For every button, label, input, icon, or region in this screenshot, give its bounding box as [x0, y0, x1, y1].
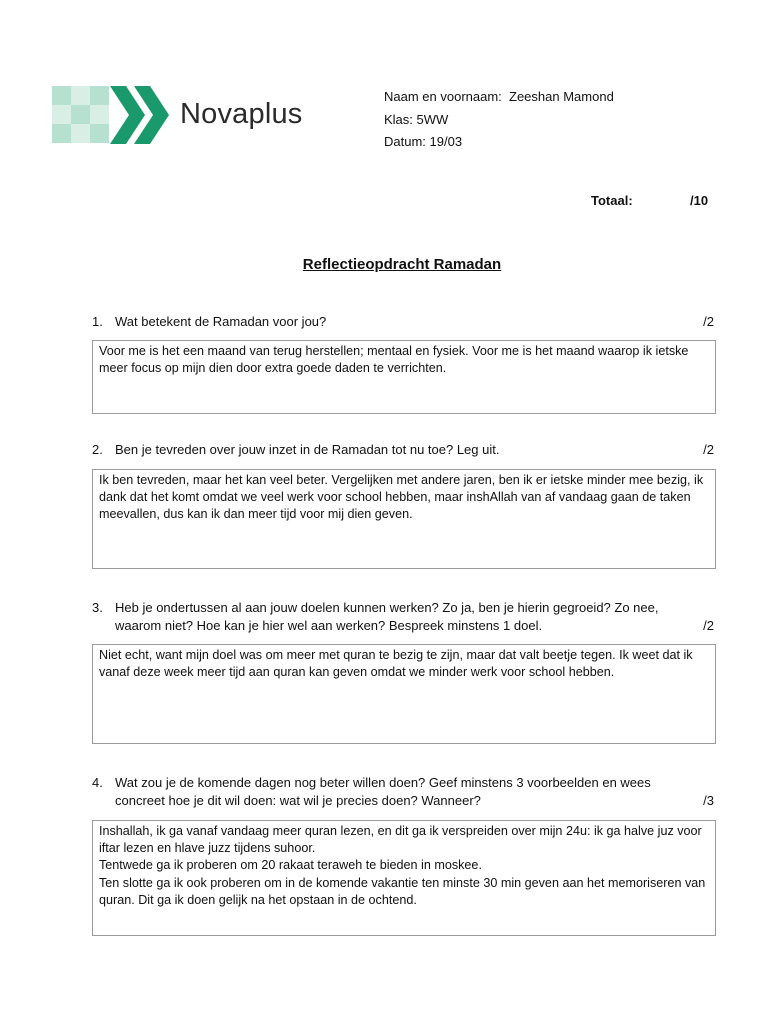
question-points: /2	[703, 314, 714, 329]
name-row	[384, 86, 614, 109]
class-row	[384, 109, 614, 132]
logo-wordmark: Novaplus	[180, 98, 303, 130]
answer-box-1[interactable]	[92, 340, 716, 414]
question-points: /2	[703, 442, 714, 457]
total-score: /10	[690, 193, 709, 208]
logo-mark-icon	[52, 86, 172, 144]
question-number: 1.	[92, 314, 103, 329]
question-text: Wat zou je de komende dagen nog beter willen doen? Geef minstens 3 voorbeelden en wees concreet hoe je dit wil doen: wat wil je precies doen? Wanneer?	[115, 775, 651, 808]
question-number: 4.	[92, 775, 103, 790]
class-label: Klas:	[384, 111, 413, 127]
question-1	[92, 313, 714, 331]
question-text: Ben je tevreden over jouw inzet in de Ramadan tot nu toe? Leg uit.	[115, 442, 500, 457]
question-points: /3	[703, 793, 714, 808]
question-text: Wat betekent de Ramadan voor jou?	[115, 314, 327, 329]
answer-line: Niet echt, want mijn doel was om meer met quran te bezig te zijn, maar dat valt beetje tegen. Ik weet dat ik vanaf deze week meer tijd aan quran kan geven omdat we minder werk voor school hebben.	[99, 648, 693, 680]
date-row	[384, 131, 614, 154]
answer-line: Inshallah, ik ga vanaf vandaag meer quran lezen, en dit ga ik verspreiden over mijn 24u: ik ga halve juz voor iftar lezen en hlave juzz tijdens suhoor.	[99, 824, 702, 856]
answer-line: Voor me is het een maand van terug herstellen; mentaal en fysiek. Voor me is het maand waarop ik ietske meer focus op mijn dien door extra goede daden te verrichten.	[99, 344, 689, 376]
question-3	[92, 599, 714, 635]
class-value: 5WW	[416, 111, 449, 127]
student-info	[384, 86, 614, 154]
answer-line: Ik ben tevreden, maar het kan veel beter. Vergelijken met andere jaren, ben ik er ietske minder mee bezig, ik dank dat het komt omdat we veel werk voor school hebben, maar inshAllah van af vandaag gaan de taken meevallen, dus kan ik dan meer tijd voor mij dien geven.	[99, 473, 704, 522]
name-value: Zeeshan Mamond	[509, 89, 614, 104]
page-title: Reflectieopdracht Ramadan	[302, 256, 502, 273]
total-label: Totaal:	[591, 193, 633, 208]
answer-box-4[interactable]	[92, 820, 716, 936]
question-points: /2	[703, 618, 714, 633]
date-value: 19/03	[429, 134, 463, 149]
novaplus-logo	[52, 86, 314, 146]
question-text: Heb je ondertussen al aan jouw doelen kunnen werken? Zo ja, ben je hierin gegroeid? Zo nee, waarom niet? Hoe kan je hier wel aan werken? Bespreek minstens 1 doel.	[115, 600, 659, 633]
question-number: 2.	[92, 442, 103, 457]
question-number: 3.	[92, 600, 103, 615]
answer-line: Tentwede ga ik proberen om 20 rakaat teraweh te bieden in moskee.	[99, 858, 482, 873]
answer-box-3[interactable]	[92, 644, 716, 744]
question-4	[92, 774, 714, 810]
date-label: Datum:	[384, 134, 426, 149]
answer-line: Ten slotte ga ik ook proberen om in de komende vakantie ten minste 30 min geven aan het memoriseren van quran. Dit ga ik doen gelijk na het opstaan in de ochtend.	[99, 875, 706, 907]
answer-box-2[interactable]	[92, 469, 716, 569]
name-label: Naam en voornaam:	[384, 89, 502, 104]
question-2	[92, 441, 714, 459]
